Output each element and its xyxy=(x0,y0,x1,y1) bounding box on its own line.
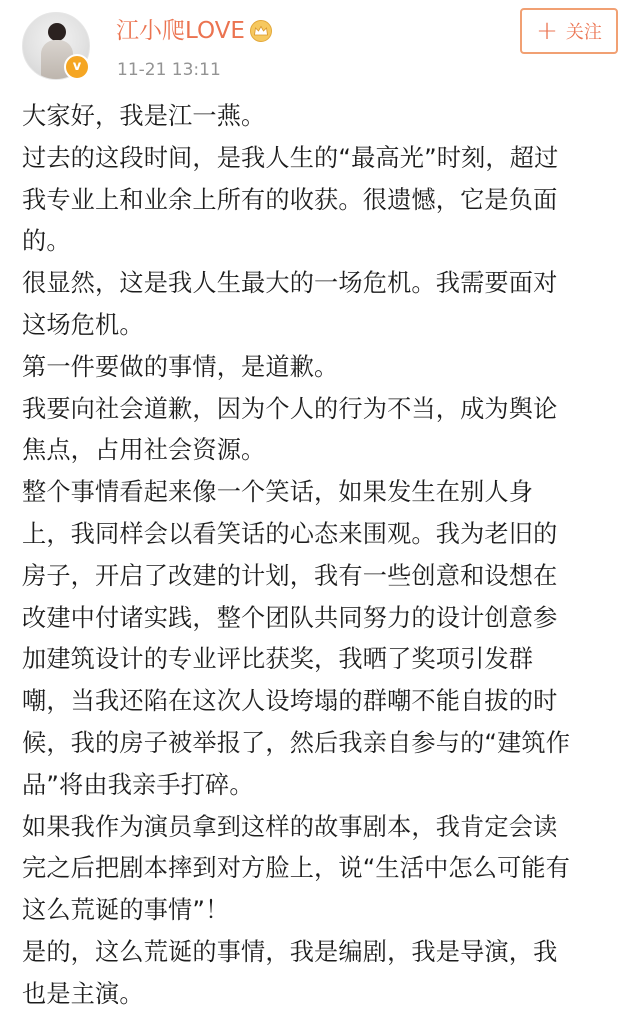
post-text-line: 加建筑设计的专业评比获奖，我晒了奖项引发群 xyxy=(22,645,534,674)
post-text-line: 第一件要做的事情，是道歉。 xyxy=(22,352,339,381)
post-text-line: 是的，这么荒诞的事情，我是编剧，我是导演，我 xyxy=(22,937,558,966)
post-text-line: 整个事情看起来像一个笑话，如果发生在别人身 xyxy=(22,478,534,507)
post-text-line: 过去的这段时间，是我人生的“最高光”时刻，超过 xyxy=(22,143,559,172)
post-text-line: 完之后把剧本摔到对方脸上，说“生活中怎么可能有 xyxy=(22,854,571,883)
avatar[interactable] xyxy=(22,12,90,80)
post-text-line: 改建中付诸实践，整个团队共同努力的设计创意参 xyxy=(22,603,558,632)
plus-icon: + xyxy=(536,16,558,46)
post-text-line: 这场危机。 xyxy=(22,310,144,339)
post-text-line: 候，我的房子被举报了，然后我亲自参与的“建筑作 xyxy=(22,728,571,757)
post-text-line: 嘲，当我还陷在这次人设垮塌的群嘲不能自拔的时 xyxy=(22,687,558,716)
post-header xyxy=(0,0,640,92)
post-text-line: 的。 xyxy=(22,227,71,256)
crown-icon xyxy=(249,20,273,42)
post-text-line: 很显然，这是我人生最大的一场危机。我需要面对 xyxy=(22,269,558,298)
avatar-figure-head xyxy=(48,23,66,41)
post-text-line: 如果我作为演员拿到这样的故事剧本，我肯定会读 xyxy=(22,812,558,841)
follow-button-label: 关注 xyxy=(565,22,602,43)
post-text-line: 房子，开启了改建的计划，我有一些创意和设想在 xyxy=(22,561,558,590)
verified-v-icon: v xyxy=(64,54,90,80)
username-row xyxy=(116,16,273,46)
post-text-line: 焦点，占用社会资源。 xyxy=(22,436,266,465)
post-timestamp: 11-21 13:11 xyxy=(117,60,221,80)
post-text-line: 也是主演。 xyxy=(22,979,144,1008)
username[interactable]: 江小爬LOVE xyxy=(116,18,245,44)
post-text-line: 上，我同样会以看笑话的心态来围观。我为老旧的 xyxy=(22,519,558,548)
post-text-line: 大家好，我是江一燕。 xyxy=(22,102,266,130)
post-text-line: 这么荒诞的事情”！ xyxy=(22,896,230,925)
follow-button[interactable] xyxy=(520,8,618,54)
post-body xyxy=(22,96,626,1016)
post-text-line: 我要向社会道歉，因为个人的行为不当，成为舆论 xyxy=(22,394,558,423)
post-text-line: 我专业上和业余上所有的收获。很遗憾，它是负面 xyxy=(22,185,558,214)
post-text-line: 品”将由我亲手打碎。 xyxy=(22,770,254,799)
